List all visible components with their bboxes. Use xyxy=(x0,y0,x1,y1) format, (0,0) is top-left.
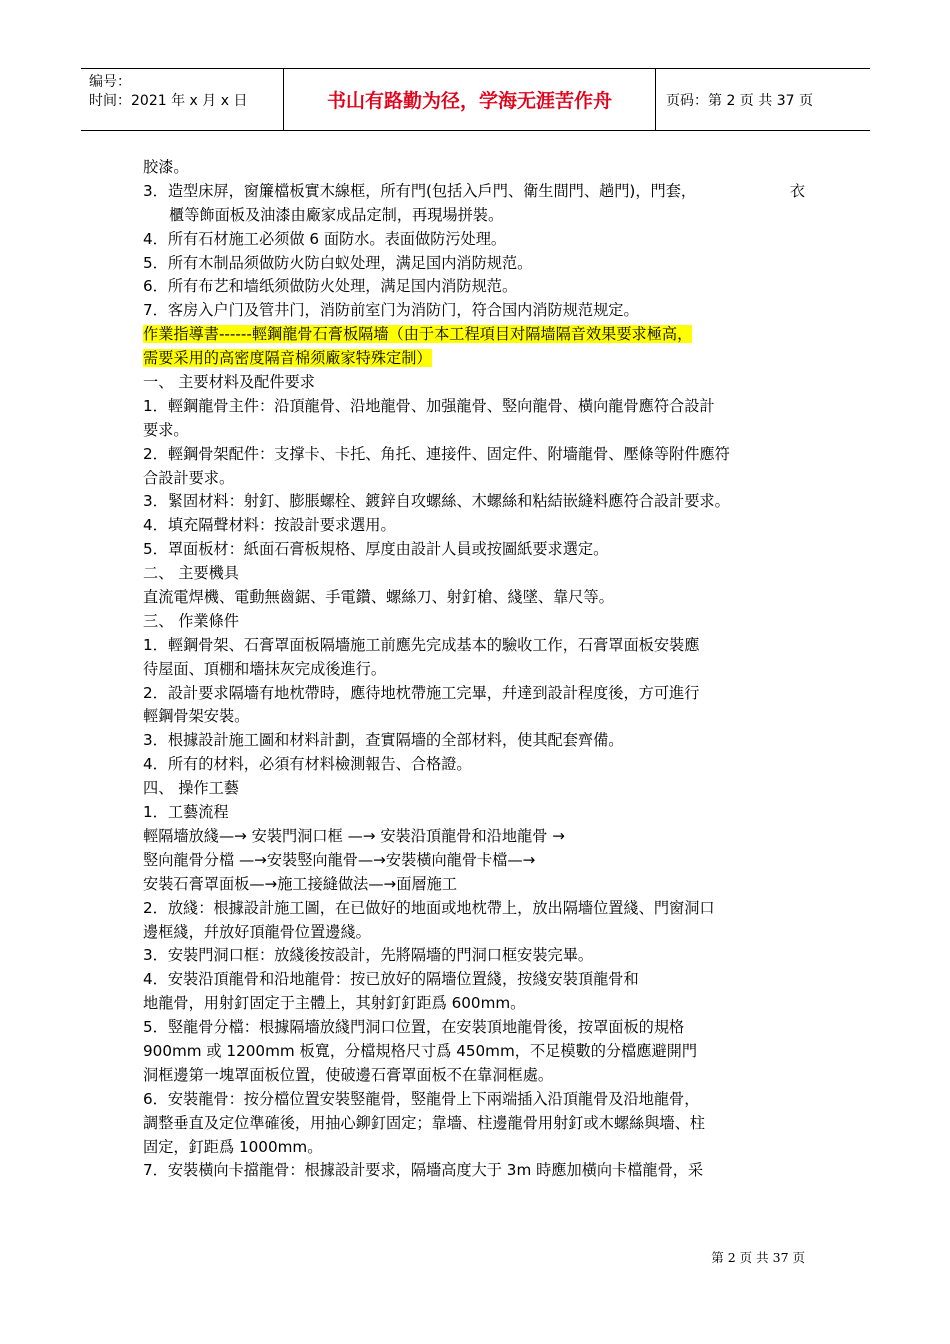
section-heading: 三、 作業條件 xyxy=(143,611,239,630)
text-line: 4．所有的材料，必須有材料檢測報告、合格證。 xyxy=(143,755,472,774)
text-line: 6．所有布艺和墙纸须做防火处理，满足国内消防规范。 xyxy=(143,277,518,296)
doc-number-label: 编号： xyxy=(89,74,131,90)
text-line: 地龍骨，用射釘固定于主體上，其射釘釘距爲 600mm。 xyxy=(143,994,526,1013)
text-line: 5．竪龍骨分檔：根據隔墻放綫門洞口位置，在安裝頂地龍骨後，按罩面板的規格 xyxy=(143,1018,685,1037)
highlighted-line xyxy=(143,323,813,347)
text-line: 輕隔墻放綫—→ 安裝門洞口框 —→ 安裝沿頂龍骨和沿地龍骨 → xyxy=(143,826,565,845)
section-heading: 一、 主要材料及配件要求 xyxy=(143,373,315,392)
page-footer: 第 2 页 共 37 页 xyxy=(711,1250,805,1265)
text-line: 1．輕鋼龍骨主件：沿頂龍骨、沿地龍骨、加强龍骨、竪向龍骨、橫向龍骨應符合設計 xyxy=(143,396,715,415)
header-meta xyxy=(81,69,283,130)
header-motto: 书山有路勤为径，学海无涯苦作舟 xyxy=(283,69,656,130)
text-line: 5．罩面板材：紙面石膏板規格、厚度由設計人員或按圖紙要求選定。 xyxy=(143,540,609,559)
text-line: 竪向龍骨分檔 —→安裝竪向龍骨—→安裝橫向龍骨卡檔—→ xyxy=(143,850,536,869)
text-line: 3．安裝門洞口框：放綫後按設計，先將隔墻的門洞口框安裝完畢。 xyxy=(143,946,594,965)
text-line-part: 3．造型床屏，窗簾檔板實木線框，所有門(包括入戶門、衛生間門、趟門)，門套， xyxy=(143,181,697,200)
text-line: 2．輕鋼骨架配件：支撑卡、卡托、角托、連接件、固定件、附墻龍骨、壓條等附件應符 xyxy=(143,444,730,463)
text-line: 調整垂直及定位準確後，用抽心鉚釘固定；靠墻、柱邊龍骨用射釘或木螺絲與墻、柱 xyxy=(143,1113,705,1132)
section-heading: 四、 操作工藝 xyxy=(143,779,239,798)
highlighted-line xyxy=(143,347,813,371)
text-line: 4．填充隔聲材料：按設計要求選用。 xyxy=(143,516,396,535)
text-line: 直流電焊機、電動無齒鋸、手電鑽、螺絲刀、射釘槍、綫墜、靠尺等。 xyxy=(143,588,614,607)
text-line: 5．所有木制品须做防火防白蚁处理，满足国内消防规范。 xyxy=(143,253,533,272)
text-line: 輕鋼骨架安裝。 xyxy=(143,707,250,726)
doc-time-label: 时间：2021 年 x 月 x 日 xyxy=(89,93,248,109)
text-line: 胶漆。 xyxy=(143,158,189,176)
text-line xyxy=(143,180,813,204)
text-line: 900mm 或 1200mm 板寬，分檔規格尺寸爲 450mm，不足模數的分檔應避開門 xyxy=(143,1041,698,1060)
text-line: 邊框綫，幷放好頂龍骨位置邊綫。 xyxy=(143,922,371,941)
text-line: 3．根據設計施工圖和材料計劃，查實隔墻的全部材料，使其配套齊備。 xyxy=(143,731,624,750)
text-line: 安裝石膏罩面板—→施工接縫做法—→面層施工 xyxy=(143,874,458,893)
text-line: 4．所有石材施工必须做 6 面防水。表面做防污处理。 xyxy=(143,229,507,248)
text-line: 6．安裝龍骨：按分檔位置安裝竪龍骨，竪龍骨上下兩端插入沿頂龍骨及沿地龍骨， xyxy=(143,1089,700,1108)
text-line: 2．設計要求隔墻有地枕帶時，應待地枕帶施工完畢，幷達到設計程度後，方可進行 xyxy=(143,683,700,702)
header-table xyxy=(81,68,870,131)
highlighted-heading: 作業指導書------輕鋼龍骨石膏板隔墻（由于本工程項目对隔墙隔音效果要求極高， xyxy=(143,325,693,344)
text-line: 櫃等飾面板及油漆由廠家成品定制，再現場拼裝。 xyxy=(169,205,504,224)
text-line: 要求。 xyxy=(143,420,189,439)
text-line: 1．輕鋼骨架、石膏罩面板隔墻施工前應先完成基本的驗收工作，石膏罩面板安裝應 xyxy=(143,635,700,654)
text-line: 3．緊固材料：射釘、膨脹螺栓、鍍鋅自攻螺絲、木螺絲和粘結嵌縫料應符合設計要求。 xyxy=(143,492,730,511)
text-line: 7．安裝橫向卡擋龍骨：根據設計要求，隔墻高度大于 3m 時應加橫向卡檔龍骨，采 xyxy=(143,1161,704,1180)
header-page-number: 页码：第 2 页 共 37 页 xyxy=(666,92,813,109)
text-line: 固定，釘距爲 1000mm。 xyxy=(143,1137,323,1156)
text-line: 洞框邊第一塊罩面板位置，使破邊石膏罩面板不在靠洞框處。 xyxy=(143,1065,554,1084)
text-line: 7．客房入户门及管井门，消防前室门为消防门，符合国内消防规范规定。 xyxy=(143,301,639,320)
highlighted-heading: 需要采用的高密度隔音棉须廠家特殊定制） xyxy=(143,349,432,368)
document-body xyxy=(143,156,813,1183)
text-line: 待屋面、頂棚和墻抹灰完成後進行。 xyxy=(143,659,386,678)
text-line-part: 衣 xyxy=(789,181,805,200)
text-line: 4．安裝沿頂龍骨和沿地龍骨：按已放好的隔墻位置綫，按綫安裝頂龍骨和 xyxy=(143,970,639,989)
text-line: 1．工藝流程 xyxy=(143,803,229,822)
text-line: 2．放綫：根據設計施工圖，在已做好的地面或地枕帶上，放出隔墻位置綫、門窗洞口 xyxy=(143,898,715,917)
text-line: 合設計要求。 xyxy=(143,468,235,487)
section-heading: 二、 主要機具 xyxy=(143,564,239,583)
